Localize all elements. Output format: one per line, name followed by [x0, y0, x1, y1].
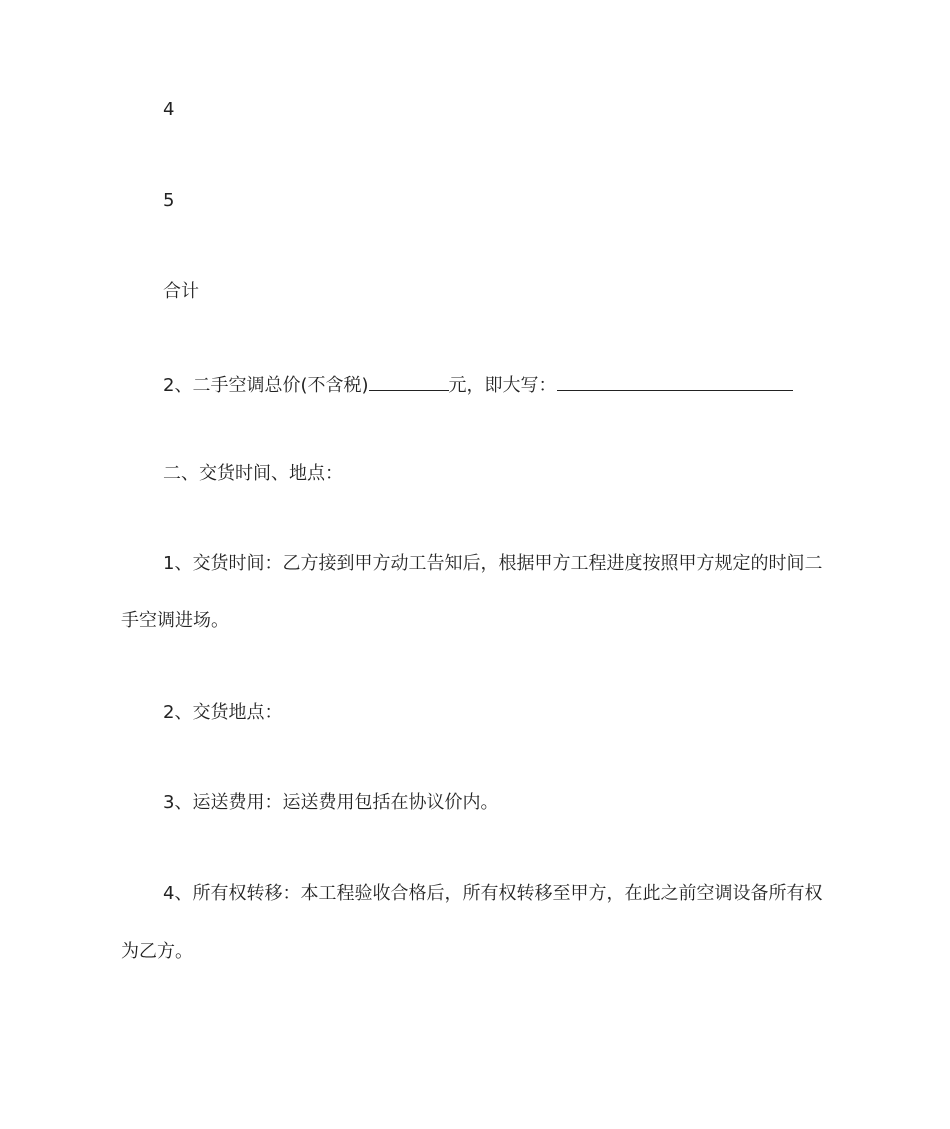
shipping-cost-clause: 3、运送费用：运送费用包括在协议价内。 [163, 792, 499, 813]
amount-blank [369, 371, 449, 391]
ownership-transfer-clause: 4、所有权转移：本工程验收合格后，所有权转移至甲方，在此之前空调设备所有权 [163, 883, 823, 904]
delivery-location-clause: 2、交货地点： [163, 702, 283, 723]
delivery-time-clause-continued: 手空调进场。 [121, 610, 229, 631]
total-price-line [163, 371, 793, 398]
total-price-prefix: 2、二手空调总价(不含税) [163, 375, 369, 396]
ownership-transfer-clause-continued: 为乙方。 [121, 941, 193, 962]
total-price-middle: 元，即大写： [448, 375, 557, 396]
table-row-number-5: 5 [163, 190, 175, 211]
delivery-time-clause: 1、交货时间：乙方接到甲方动工告知后，根据甲方工程进度按照甲方规定的时间二 [163, 553, 823, 574]
table-row-number-4: 4 [163, 99, 175, 120]
amount-in-words-blank [557, 371, 793, 391]
total-label: 合计 [163, 281, 199, 302]
section-heading-delivery: 二、交货时间、地点： [163, 463, 343, 484]
